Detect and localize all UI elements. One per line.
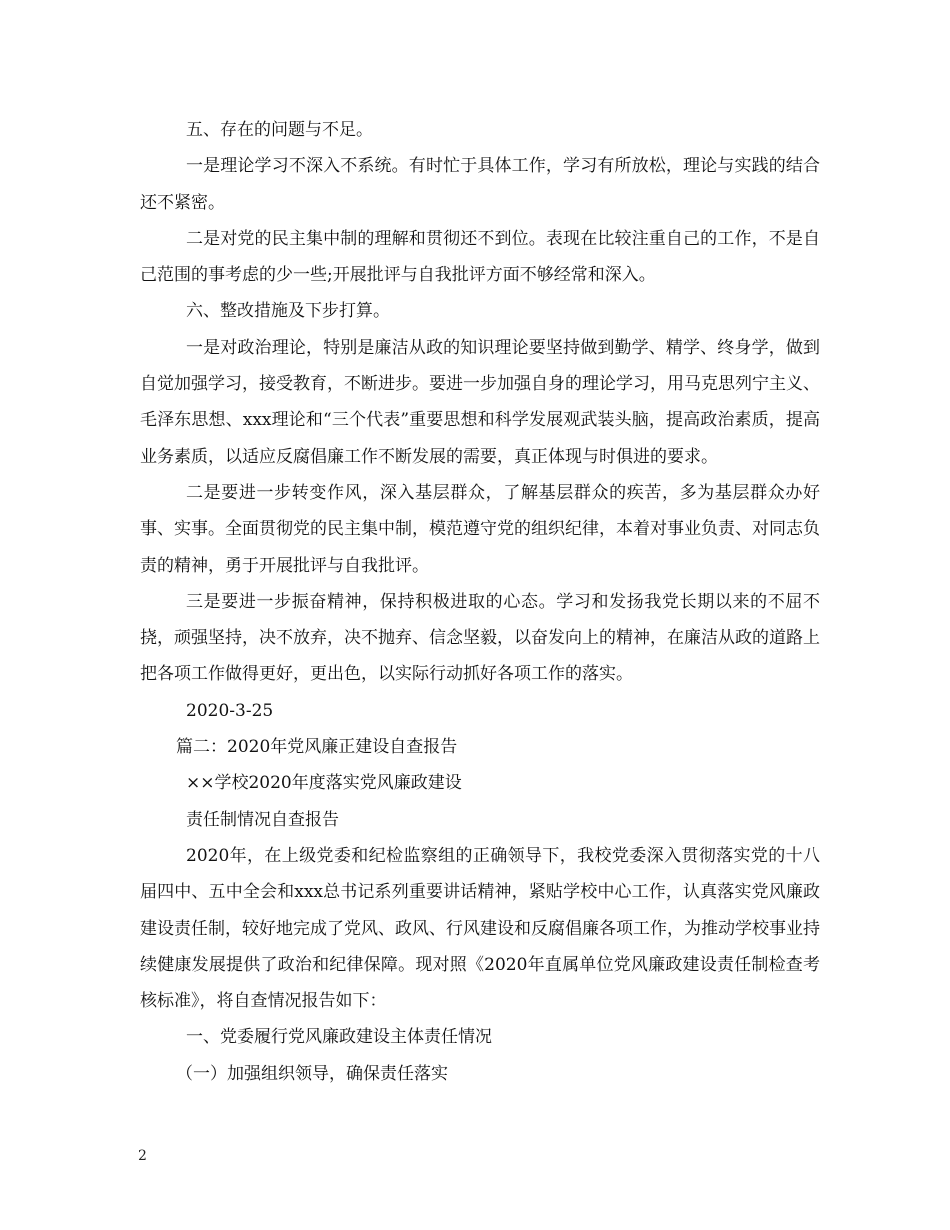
section-heading-measures: 六、整改措施及下步打算。 <box>186 301 390 322</box>
paragraph-problem-1: 一是理论学习不深入不系统。有时忙于具体工作，学习有所放松，理论与实践的结合还不紧密。 <box>140 156 820 213</box>
paragraph-measure-3: 三是要进一步振奋精神，保持积极进取的心态。学习和发扬我党长期以来的不屈不挠，顽强坚持，决不放弃，决不抛弃、信念坚毅，以奋发向上的精神，在廉洁从政的道路上把各项工作做得更好，更出色，以实际行动抓好各项工作的落实。 <box>140 591 820 685</box>
section-heading-problems: 五、存在的问题与不足。 <box>186 120 373 140</box>
report-title-line-1: ××学校2020年度落实党风廉政建设 <box>186 773 462 794</box>
document-body <box>140 112 820 1092</box>
page-number: 2 <box>138 1148 147 1164</box>
part-two-title: 篇二：2020年党风廉正建设自查报告 <box>176 737 458 758</box>
paragraph-problem-2: 二是对党的民主集中制的理解和贯彻还不到位。表现在比较注重自己的工作，不是自己范围的事考虑的少一些;开展批评与自我批评方面不够经常和深入。 <box>140 228 820 286</box>
paragraph-report-intro: 2020年，在上级党委和纪检监察组的正确领导下，我校党委深入贯彻落实党的十八届四中、五中全会和xxx总书记系列重要讲话精神，紧贴学校中心工作，认真落实党风廉政建设责任制，较好地完成了党风、政风、行风建设和反腐倡廉各项工作，为推动学校事业持续健康发展提供了政治和纪律保障。现对照《2020年直属单位党风廉政建设责任制检查考核标准》，将自查情况报告如下： <box>140 845 820 1012</box>
report-title-line-2: 责任制情况自查报告 <box>186 809 339 830</box>
paragraph-measure-2: 二是要进一步转变作风，深入基层群众，了解基层群众的疾苦，多为基层群众办好事、实事。全面贯彻党的民主集中制，模范遵守党的组织纪律，本着对事业负责、对同志负责的精神，勇于开展批评与自我批评。 <box>140 482 820 576</box>
section-heading-party-committee: 一、党委履行党风廉政建设主体责任情况 <box>186 1027 492 1048</box>
paragraph-measure-1: 一是对政治理论，特别是廉洁从政的知识理论要坚持做到勤学、精学、终身学，做到自觉加强学习，接受教育，不断进步。要进一步加强自身的理论学习，用马克思列宁主义、毛泽东思想、xxx理论和“三个代表”重要思想和科学发展观武装头脑，提高政治素质，提高业务素质，以适应反腐倡廉工作不断发展的需要，真正体现与时俱进的要求。 <box>140 337 820 467</box>
subsection-heading-organization: （一）加强组织领导，确保责任落实 <box>176 1063 448 1084</box>
document-date: 2020-3-25 <box>186 700 274 721</box>
